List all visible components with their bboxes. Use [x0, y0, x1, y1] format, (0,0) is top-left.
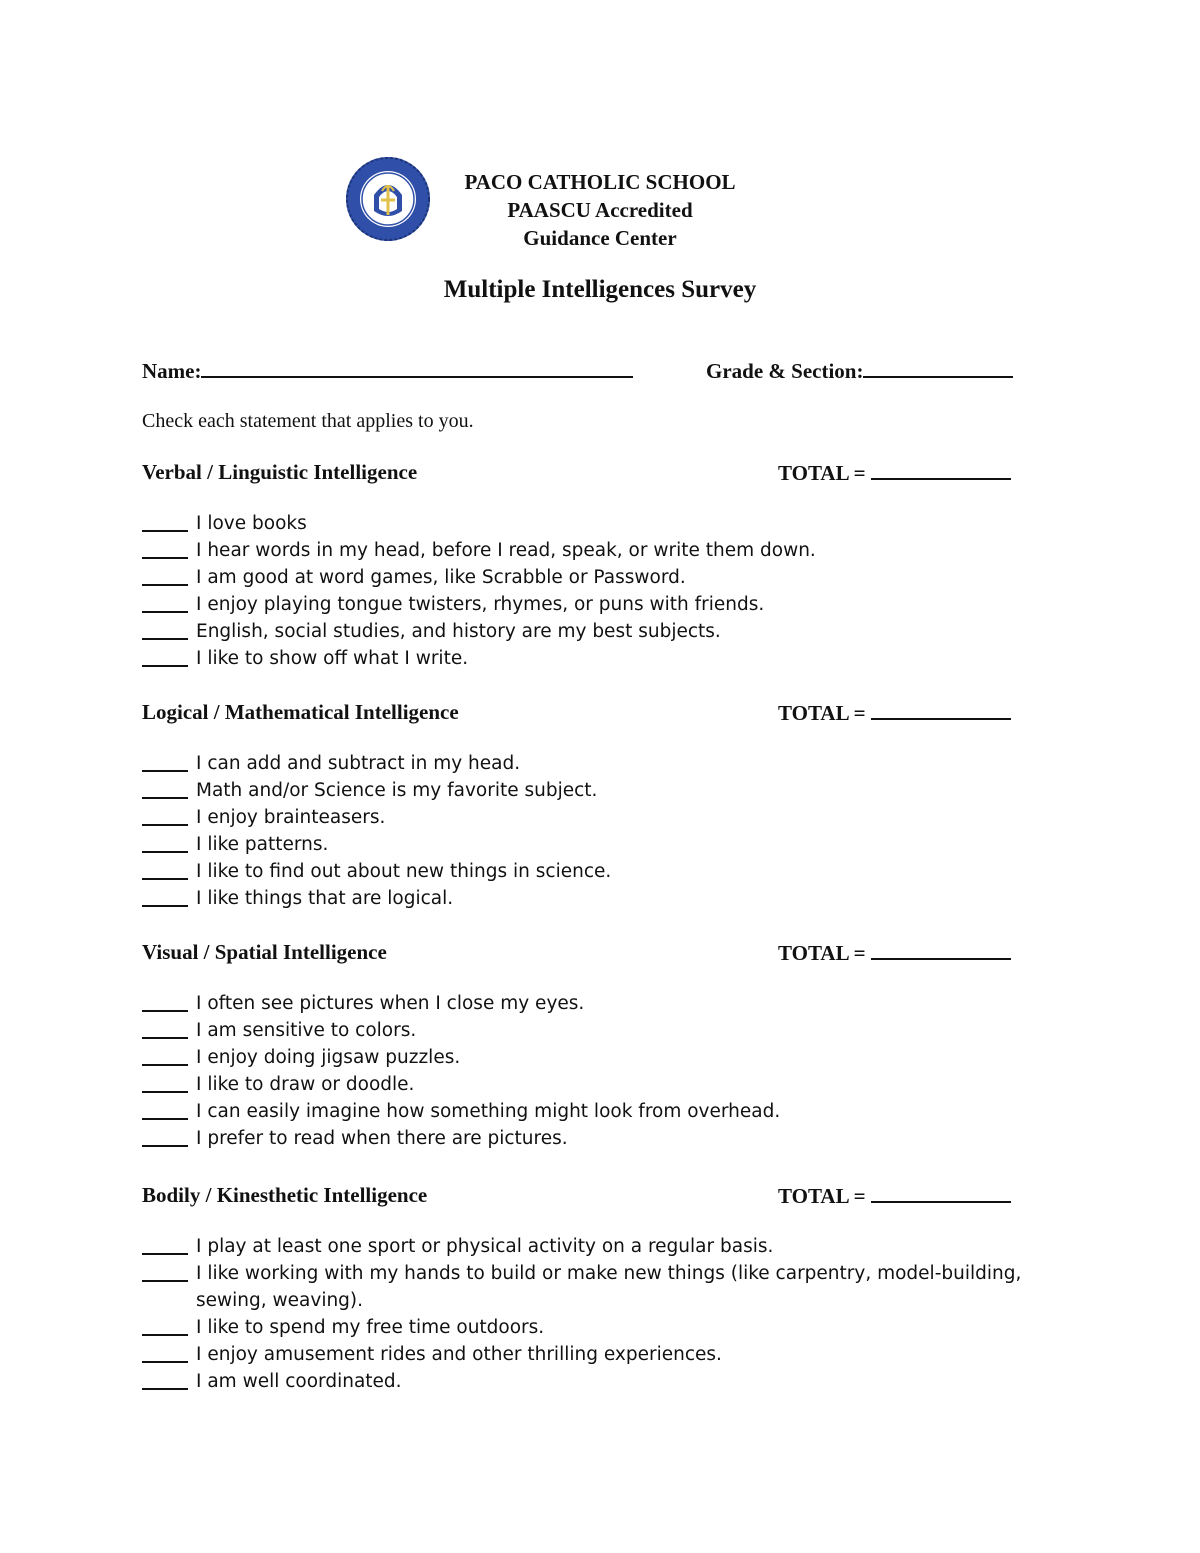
statement-item: [142, 1260, 1062, 1314]
section-3: [142, 940, 1062, 1152]
check-blank[interactable]: [142, 878, 188, 880]
statement-text: I can add and subtract in my head.: [196, 753, 521, 774]
check-blank[interactable]: [142, 797, 188, 799]
statement-item: [142, 1341, 1062, 1368]
name-blank[interactable]: [201, 358, 633, 378]
total-label: TOTAL =: [778, 941, 871, 965]
total-label: TOTAL =: [778, 701, 871, 725]
check-blank[interactable]: [142, 824, 188, 826]
statement-item: [142, 1125, 1062, 1152]
statement-text: I like working with my hands to build or make new things (like carpentry, model-building, sewing, weaving).: [196, 1263, 1022, 1311]
statement-text: I enjoy playing tongue twisters, rhymes, or puns with friends.: [196, 594, 765, 615]
statement-item: [142, 618, 1062, 645]
section-total: [778, 1183, 1011, 1209]
check-blank[interactable]: [142, 1253, 188, 1255]
section-header: [142, 700, 1062, 726]
statement-text: I like things that are logical.: [196, 888, 454, 909]
statement-text: I play at least one sport or physical activity on a regular basis.: [196, 1236, 774, 1257]
statement-item: [142, 804, 1062, 831]
statement-item: [142, 777, 1062, 804]
check-blank[interactable]: [142, 557, 188, 559]
statement-text: I like to draw or doodle.: [196, 1074, 415, 1095]
check-blank[interactable]: [142, 1334, 188, 1336]
section-title: Visual / Spatial Intelligence: [142, 940, 387, 964]
check-blank[interactable]: [142, 1091, 188, 1093]
school-header: [420, 168, 780, 252]
statement-item: [142, 1233, 1062, 1260]
statement-item: [142, 990, 1062, 1017]
grade-section-blank[interactable]: [863, 358, 1013, 378]
statement-item: [142, 858, 1062, 885]
statement-item: [142, 750, 1062, 777]
section-total: [778, 700, 1011, 726]
instructions: Check each statement that applies to you.: [142, 410, 474, 432]
name-field: [142, 358, 633, 384]
total-blank[interactable]: [871, 700, 1011, 720]
check-blank[interactable]: [142, 1118, 188, 1120]
section-title: Bodily / Kinesthetic Intelligence: [142, 1183, 428, 1207]
check-blank[interactable]: [142, 1361, 188, 1363]
statement-item: [142, 591, 1062, 618]
total-label: TOTAL =: [778, 1184, 871, 1208]
statement-text: I like to show off what I write.: [196, 648, 469, 669]
total-blank[interactable]: [871, 460, 1011, 480]
check-blank[interactable]: [142, 1145, 188, 1147]
statement-list: [142, 1233, 1062, 1395]
total-blank[interactable]: [871, 1183, 1011, 1203]
check-blank[interactable]: [142, 770, 188, 772]
check-blank[interactable]: [142, 530, 188, 532]
statement-item: [142, 1044, 1062, 1071]
school-seal-logo: [344, 155, 432, 243]
statement-item: [142, 885, 1062, 912]
check-blank[interactable]: [142, 611, 188, 613]
section-total: [778, 940, 1011, 966]
check-blank[interactable]: [142, 1010, 188, 1012]
total-label: TOTAL =: [778, 461, 871, 485]
check-blank[interactable]: [142, 584, 188, 586]
total-blank[interactable]: [871, 940, 1011, 960]
check-blank[interactable]: [142, 638, 188, 640]
section-header: [142, 1183, 1062, 1209]
statement-text: I am good at word games, like Scrabble or Password.: [196, 567, 686, 588]
statement-text: I hear words in my head, before I read, speak, or write them down.: [196, 540, 816, 561]
section-total: [778, 460, 1011, 486]
check-blank[interactable]: [142, 851, 188, 853]
accreditation: PAASCU Accredited: [507, 198, 693, 222]
statement-text: I like to find out about new things in science.: [196, 861, 612, 882]
statement-text: I am sensitive to colors.: [196, 1020, 417, 1041]
statement-list: [142, 990, 1062, 1152]
statement-text: English, social studies, and history are my best subjects.: [196, 621, 721, 642]
statement-item: [142, 645, 1062, 672]
check-blank[interactable]: [142, 1064, 188, 1066]
section-4: [142, 1183, 1062, 1395]
section-2: [142, 700, 1062, 912]
statement-text: I enjoy brainteasers.: [196, 807, 386, 828]
statement-item: [142, 1098, 1062, 1125]
name-label: Name:: [142, 359, 202, 383]
section-header: [142, 940, 1062, 966]
statement-text: I like to spend my free time outdoors.: [196, 1317, 545, 1338]
statement-list: [142, 750, 1062, 912]
statement-text: I prefer to read when there are pictures.: [196, 1128, 568, 1149]
statement-item: [142, 510, 1062, 537]
statement-text: I am well coordinated.: [196, 1371, 402, 1392]
statement-text: I like patterns.: [196, 834, 329, 855]
statement-text: Math and/or Science is my favorite subject.: [196, 780, 598, 801]
survey-title: Multiple Intelligences Survey: [443, 276, 757, 303]
office-name: Guidance Center: [523, 226, 677, 250]
statement-item: [142, 1314, 1062, 1341]
statement-item: [142, 537, 1062, 564]
statement-text: I enjoy doing jigsaw puzzles.: [196, 1047, 461, 1068]
statement-text: I love books: [196, 513, 307, 534]
statement-text: I often see pictures when I close my eyes.: [196, 993, 585, 1014]
statement-text: I can easily imagine how something might look from overhead.: [196, 1101, 781, 1122]
grade-section-label: Grade & Section:: [706, 359, 864, 383]
school-name: PACO CATHOLIC SCHOOL: [464, 170, 736, 194]
check-blank[interactable]: [142, 1037, 188, 1039]
statement-list: [142, 510, 1062, 672]
statement-item: [142, 564, 1062, 591]
statement-item: [142, 1071, 1062, 1098]
section-title: Logical / Mathematical Intelligence: [142, 700, 459, 724]
statement-item: [142, 1017, 1062, 1044]
check-blank[interactable]: [142, 1388, 188, 1390]
statement-item: [142, 831, 1062, 858]
statement-text: I enjoy amusement rides and other thrilling experiences.: [196, 1344, 722, 1365]
statement-item: [142, 1368, 1062, 1395]
check-blank[interactable]: [142, 665, 188, 667]
check-blank[interactable]: [142, 1280, 188, 1282]
section-1: [142, 460, 1062, 672]
grade-section-field: [706, 358, 1013, 384]
section-title: Verbal / Linguistic Intelligence: [142, 460, 418, 484]
check-blank[interactable]: [142, 905, 188, 907]
section-header: [142, 460, 1062, 486]
